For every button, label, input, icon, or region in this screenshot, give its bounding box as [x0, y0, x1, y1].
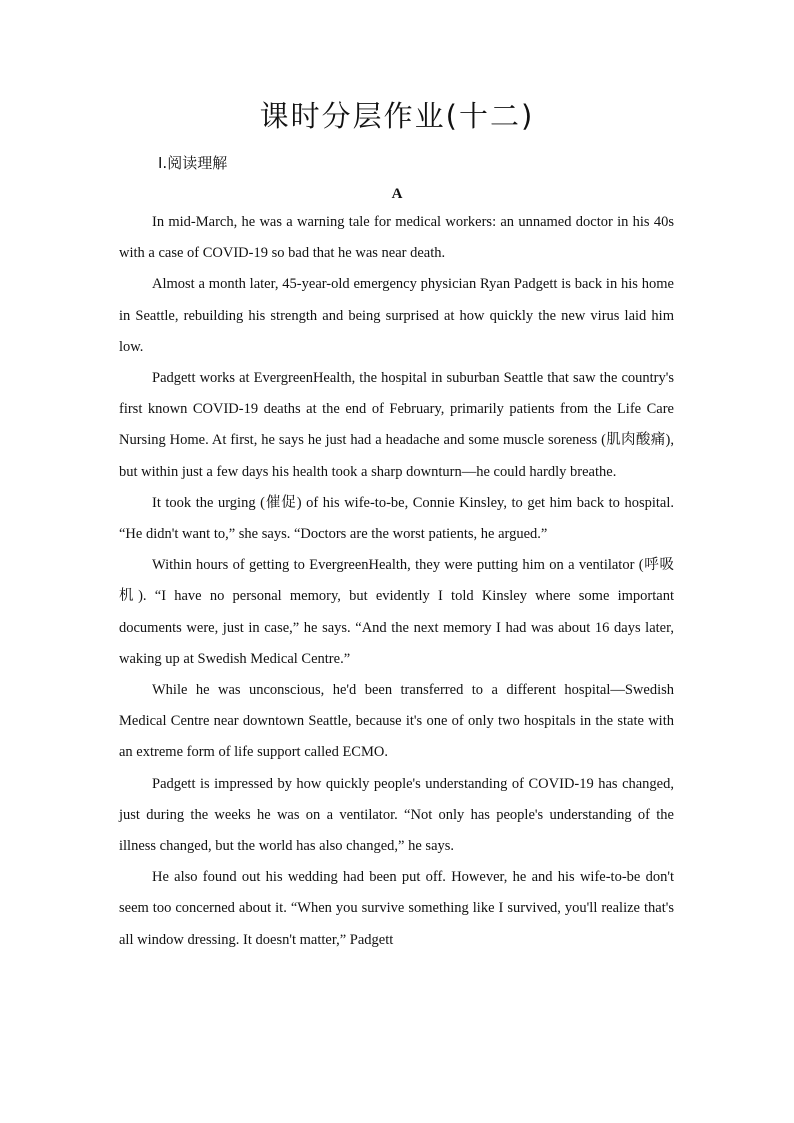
paragraph: Padgett works at EvergreenHealth, the hospital in suburban Seattle that saw the country's first known COVID-19 deaths at the end of February, primarily patients from the Life Care Nursing Home. At first, he says he just had a headache and some muscle soreness (肌肉酸痛), but within just a few days his health took a sharp downturn—he could hardly breathe.	[119, 370, 674, 480]
paragraph: While he was unconscious, he'd been transferred to a different hospital—Swedish Medical Centre near downtown Seattle, because it's one of only two hospitals in the state with an extreme form of life support called ECMO.	[119, 682, 674, 761]
paragraph: He also found out his wedding had been put off. However, he and his wife-to-be don't seem too concerned about it. “When you survive something like I survived, you'll realize that's all window dressing. It doesn't matter,” Padgett	[119, 869, 674, 948]
passage-label: A	[391, 186, 403, 202]
paragraph: Almost a month later, 45-year-old emergency physician Ryan Padgett is back in his home in Seattle, rebuilding his strength and being surprised at how quickly the new virus laid him low.	[119, 276, 674, 355]
paragraph: Within hours of getting to EvergreenHealth, they were putting him on a ventilator (呼吸机). “I have no personal memory, but evidently I told Kinsley where some important documents were, just in case,” he says. “And the next memory I had was about 16 days later, waking up at Swedish Medical Centre.”	[119, 557, 674, 667]
paragraph: Padgett is impressed by how quickly people's understanding of COVID-19 has changed, just during the weeks he was on a ventilator. “Not only has people's understanding of the illness changed, but the world has also changed,” he says.	[119, 775, 674, 855]
paragraph: In mid-March, he was a warning tale for medical workers: an unnamed doctor in his 40s with a case of COVID-19 so bad that he was near death.	[119, 214, 674, 262]
page-title: 课时分层作业(十二)	[259, 99, 535, 133]
section-heading: Ⅰ.阅读理解	[158, 154, 228, 172]
passage-body	[119, 207, 674, 956]
paragraph: It took the urging (催促) of his wife-to-be, Connie Kinsley, to get him back to hospital. “He didn't want to,” she says. “Doctors are the worst patients, he argued.”	[119, 494, 674, 543]
